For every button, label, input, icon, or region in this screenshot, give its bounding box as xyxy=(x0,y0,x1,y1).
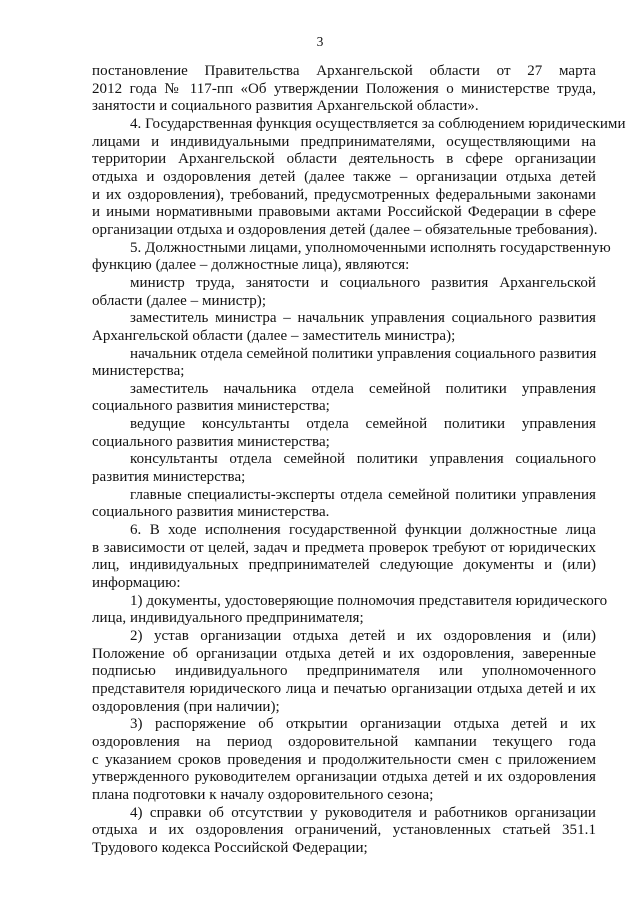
text-line: организации отдыха и оздоровления детей (далее – обязательные требования). xyxy=(92,221,598,238)
text-line: Положение об организации отдыха детей и их оздоровления, заверенные xyxy=(92,645,596,662)
text-line: плана подготовки к началу оздоровительного сезона; xyxy=(92,786,434,803)
text-line: 5. Должностными лицами, уполномоченными исполнять государственную xyxy=(130,239,611,256)
text-line: занятости и социального развития Архангельской области». xyxy=(92,98,479,115)
text-line: и их оздоровления), требований, предусмотренных федеральными законами xyxy=(92,186,596,203)
text-line: представителя юридического лица и печатью организации отдыха детей и их xyxy=(92,680,596,697)
text-line: подписью индивидуального предпринимателя или уполномоченного xyxy=(92,663,596,680)
text-line: министерства; xyxy=(92,363,185,380)
text-line: информацию: xyxy=(92,575,181,592)
text-line: 2012 года № 117-пп «Об утверждении Положения о министерстве труда, xyxy=(92,80,596,97)
text-line: территории Архангельской области деятельность в сфере организации xyxy=(92,151,596,168)
text-line: Архангельской области (далее – заместитель министра); xyxy=(92,327,456,344)
text-line: 1) документы, удостоверяющие полномочия представителя юридического xyxy=(130,592,608,609)
text-line: оздоровления на период оздоровительной кампании текущего года xyxy=(92,733,596,750)
text-line: социального развития министерства; xyxy=(92,433,330,450)
text-line: лиц, индивидуальных предпринимателей следующие документы и (или) xyxy=(92,557,596,574)
text-line: развития министерства; xyxy=(92,469,246,486)
text-line: 4) справки об отсутствии у руководителя и работников организации xyxy=(130,804,596,821)
text-line: функцию (далее – должностные лица), являются: xyxy=(92,257,410,274)
text-line: заместитель министра – начальник управления социального развития xyxy=(130,310,596,327)
text-line: 3) распоряжение об открытии организации отдыха детей и их xyxy=(130,716,596,733)
text-line: лицами и индивидуальными предпринимателями, осуществляющими на xyxy=(92,133,596,150)
text-line: главные специалисты-эксперты отдела семейной политики управления xyxy=(130,486,596,503)
text-line: лица, индивидуального предпринимателя; xyxy=(92,610,364,627)
text-line: 4. Государственная функция осуществляется за соблюдением юридическими xyxy=(130,115,626,132)
text-line: министр труда, занятости и социального развития Архангельской xyxy=(130,274,596,291)
text-line: консультанты отдела семейной политики управления социального xyxy=(130,451,596,468)
text-line: начальник отдела семейной политики управления социального развития xyxy=(130,345,597,362)
text-line: 6. В ходе исполнения государственной функции должностные лица xyxy=(130,522,596,539)
text-line: социального развития министерства; xyxy=(92,398,330,415)
text-line: Трудового кодекса Российской Федерации; xyxy=(92,839,368,856)
text-line: 2) устав организации отдыха детей и их оздоровления и (или) xyxy=(130,628,596,644)
text-line: и иными нормативными правовыми актами Российской Федерации в сфере xyxy=(92,204,596,221)
text-line: ведущие консультанты отдела семейной политики управления xyxy=(130,416,596,433)
text-line: в зависимости от целей, задач и предмета проверок требуют от юридических xyxy=(92,539,596,556)
text-line: заместитель начальника отдела семейной политики управления xyxy=(130,380,596,397)
page-number: 3 xyxy=(316,34,324,49)
text-line: утвержденного руководителем организации отдыха детей и их оздоровления xyxy=(92,769,596,786)
text-line: оздоровления (при наличии); xyxy=(92,698,280,715)
text-line: социального развития министерства. xyxy=(92,504,330,521)
text-line: отдыха и их оздоровления ограничений, установленных статьей 351.1 xyxy=(92,822,596,839)
body-text xyxy=(92,63,626,858)
text-line: с указанием сроков проведения и продолжительности смен с приложением xyxy=(92,751,596,768)
text-line: отдыха и оздоровления детей (далее также – организации отдыха детей xyxy=(92,168,596,185)
text-line: постановление Правительства Архангельской области от 27 марта xyxy=(92,63,596,79)
text-line: области (далее – министр); xyxy=(92,292,267,309)
